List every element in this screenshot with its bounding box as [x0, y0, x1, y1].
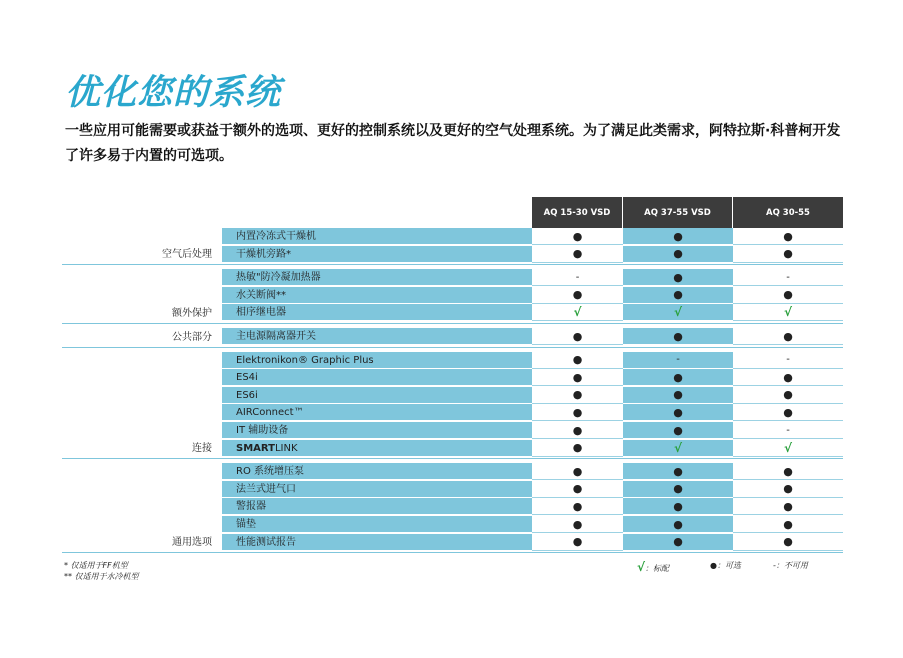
check-icon: √	[783, 440, 792, 455]
dash-icon: -	[786, 354, 790, 366]
dash-icon: -	[786, 271, 790, 283]
dot-icon: ●	[783, 517, 793, 531]
value-cell	[623, 404, 733, 421]
dot-icon: ●	[572, 370, 583, 384]
value-cell	[733, 422, 843, 439]
dot-icon: ●	[673, 370, 683, 384]
value-cell	[733, 328, 843, 345]
value-cell	[532, 246, 623, 263]
value-cell	[532, 481, 623, 498]
feature-label: ES4i	[222, 369, 532, 386]
feature-label: 性能测试报告	[222, 534, 532, 551]
dot-icon: ●	[673, 482, 683, 496]
check-icon: √	[783, 305, 792, 320]
dot-icon: ●	[572, 353, 583, 367]
dash-icon: -	[786, 424, 790, 436]
group-divider	[62, 323, 843, 324]
feature-label: RO 系统增压泵	[222, 463, 532, 480]
check-icon: √	[673, 305, 682, 320]
feature-label: 相序继电器	[222, 304, 532, 321]
options-table	[62, 197, 843, 550]
dot-icon: ●	[673, 270, 683, 284]
value-cell	[733, 534, 843, 551]
value-cell	[532, 440, 623, 457]
dot-icon: ●	[572, 423, 583, 437]
legend-standard-label: ：标配	[645, 564, 670, 573]
dot-icon: ●	[673, 247, 683, 261]
dot-icon: ●	[783, 247, 793, 261]
legend-optional	[710, 560, 741, 571]
category-label: 公共部分	[172, 331, 212, 343]
feature-label: ES6i	[222, 387, 532, 404]
dot-icon: ●	[572, 482, 583, 496]
value-cell	[623, 534, 733, 551]
dot-icon: ●	[572, 441, 583, 455]
dot-icon: ●	[572, 517, 583, 531]
value-cell	[623, 228, 733, 245]
group-divider	[62, 552, 843, 553]
dot-icon: ●	[783, 329, 793, 343]
value-cell	[733, 387, 843, 404]
dot-icon: ●	[783, 535, 793, 549]
dot-icon: ●	[783, 464, 793, 478]
value-cell	[623, 463, 733, 480]
dot-icon: ●	[673, 405, 683, 419]
dot-icon: ●	[673, 388, 683, 402]
dot-icon: ●	[673, 535, 683, 549]
dot-icon: ●	[783, 370, 793, 384]
intro-paragraph: 一些应用可能需要或获益于额外的选项、更好的控制系统以及更好的空气处理系统。为了满足此类需求，阿特拉斯·科普柯开发了许多易于内置的可选项。	[65, 123, 841, 164]
column-header-aq37-55vsd: AQ 37-55 VSD	[623, 197, 732, 228]
dot-icon: ●	[783, 405, 793, 419]
value-cell	[532, 304, 623, 321]
value-cell	[532, 463, 623, 480]
feature-label: 主电源隔离器开关	[222, 328, 532, 345]
column-header-aq30-55: AQ 30-55	[733, 197, 843, 228]
dot-icon: ●	[572, 247, 583, 261]
group-divider	[62, 458, 843, 459]
value-cell	[623, 516, 733, 533]
check-icon: √	[573, 305, 582, 320]
value-cell	[733, 352, 843, 369]
legend-unavailable	[773, 560, 808, 571]
dot-icon: ●	[572, 388, 583, 402]
value-cell	[623, 246, 733, 263]
dot-icon: ●	[572, 499, 583, 513]
dash-icon: -	[676, 354, 680, 366]
dot-icon: ●	[572, 535, 583, 549]
dash-icon: -	[575, 271, 580, 283]
value-cell	[532, 422, 623, 439]
dot-icon: ●	[572, 464, 583, 478]
dash-icon: -	[773, 561, 776, 570]
value-cell	[733, 463, 843, 480]
value-cell	[623, 481, 733, 498]
feature-label: 干燥机旁路*	[222, 246, 532, 263]
value-cell	[623, 498, 733, 515]
dot-icon: ●	[572, 329, 583, 343]
legend-standard	[637, 560, 669, 574]
check-icon: √	[637, 560, 646, 574]
value-cell	[733, 287, 843, 304]
value-cell	[733, 404, 843, 421]
feature-label: 热敏"防冷凝加热器	[222, 269, 532, 286]
legend-unavailable-label: ：不可用	[775, 561, 808, 570]
dot-icon: ●	[572, 405, 583, 419]
dot-icon: ●	[673, 517, 683, 531]
value-cell	[623, 328, 733, 345]
dot-icon: ●	[783, 499, 793, 513]
feature-label: 警报器	[222, 498, 532, 515]
value-cell	[623, 287, 733, 304]
column-header-aq15-30vsd: AQ 15-30 VSD	[532, 197, 622, 228]
value-cell	[532, 369, 623, 386]
value-cell	[532, 498, 623, 515]
dot-icon: ●	[673, 423, 683, 437]
dot-icon: ●	[673, 288, 683, 302]
value-cell	[623, 352, 733, 369]
dot-icon: ●	[783, 229, 793, 243]
value-cell	[532, 387, 623, 404]
value-cell	[733, 246, 843, 263]
dot-icon: ●	[783, 482, 793, 496]
group-divider	[62, 264, 843, 265]
page-title: 优化您的系统	[65, 73, 282, 113]
value-cell	[532, 516, 623, 533]
value-cell	[623, 387, 733, 404]
category-label: 额外保护	[172, 308, 212, 319]
dot-icon: ●	[673, 464, 683, 478]
dot-icon: ●	[783, 288, 793, 302]
value-cell	[733, 498, 843, 515]
value-cell	[623, 369, 733, 386]
value-cell	[733, 516, 843, 533]
feature-label: Elektronikon® Graphic Plus	[222, 352, 532, 369]
footnote-ff: * 仅适用于FF机型	[64, 561, 128, 570]
feature-label: IT 辅助设备	[222, 422, 532, 439]
value-cell	[532, 328, 623, 345]
category-label: 通用选项	[172, 537, 212, 549]
dot-icon: ●	[572, 288, 583, 302]
value-cell	[623, 422, 733, 439]
value-cell	[532, 269, 623, 286]
value-cell	[532, 534, 623, 551]
group-divider	[62, 347, 843, 348]
feature-label: 锚垫	[222, 516, 532, 533]
value-cell	[532, 404, 623, 421]
dot-icon: ●	[572, 229, 583, 243]
value-cell	[623, 304, 733, 321]
value-cell	[733, 269, 843, 286]
feature-label: SMARTLINK	[222, 440, 532, 457]
footnote-water-cooled: ** 仅适用于水冷机型	[64, 572, 139, 581]
value-cell	[733, 228, 843, 245]
dot-icon: ●	[673, 329, 683, 343]
value-cell	[733, 440, 843, 457]
feature-label: 内置冷冻式干燥机	[222, 228, 532, 245]
legend-optional-label: ：可选	[716, 561, 741, 570]
value-cell	[532, 228, 623, 245]
dot-icon: ●	[710, 561, 717, 570]
value-cell	[733, 369, 843, 386]
dot-icon: ●	[673, 229, 683, 243]
value-cell	[623, 440, 733, 457]
check-icon: √	[673, 440, 682, 455]
feature-label: AIRConnect™	[222, 404, 532, 421]
value-cell	[623, 269, 733, 286]
dot-icon: ●	[783, 388, 793, 402]
footnotes	[64, 560, 139, 582]
value-cell	[733, 481, 843, 498]
feature-label: 水关断阀**	[222, 287, 532, 304]
dot-icon: ●	[673, 499, 683, 513]
value-cell	[532, 352, 623, 369]
category-label: 连接	[192, 443, 212, 455]
value-cell	[733, 304, 843, 321]
category-label: 空气后处理	[162, 249, 212, 261]
feature-label: 法兰式进气口	[222, 481, 532, 498]
value-cell	[532, 287, 623, 304]
